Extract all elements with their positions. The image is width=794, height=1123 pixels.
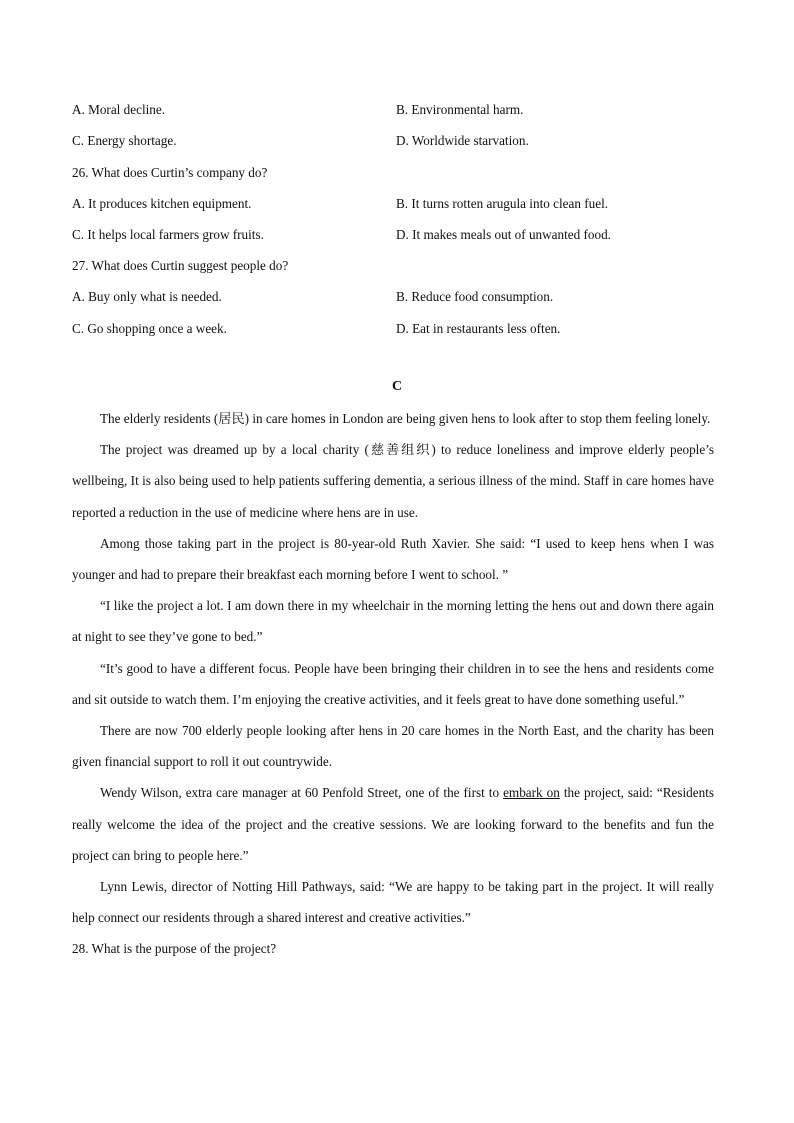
q25-options-row-1 bbox=[72, 100, 722, 120]
q26-option-b: B. It turns rotten arugula into clean fuel. bbox=[396, 196, 609, 211]
section-c-passage bbox=[72, 403, 714, 965]
passage-paragraph-4: “I like the project a lot. I am down there in my wheelchair in the morning letting the hens out and down there again at night to see they’ve gone to bed.” bbox=[72, 598, 714, 645]
q26-option-d: D. It makes meals out of unwanted food. bbox=[396, 227, 611, 242]
q26-options-row-2 bbox=[72, 225, 722, 245]
passage-paragraph-1: The elderly residents (居民) in care homes in London are being given hens to look after to stop them feeling lonely. bbox=[100, 411, 711, 426]
q26-option-a: A. It produces kitchen equipment. bbox=[72, 196, 252, 211]
q27-option-d: D. Eat in restaurants less often. bbox=[396, 321, 561, 336]
q25-option-a: A. Moral decline. bbox=[72, 102, 166, 117]
passage-paragraph-6: There are now 700 elderly people looking after hens in 20 care homes in the North East, and the charity has been given financial support to roll it out countrywide. bbox=[72, 723, 714, 770]
q27-option-b: B. Reduce food consumption. bbox=[396, 289, 554, 304]
underlined-phrase: embark on bbox=[503, 785, 560, 801]
paragraph-7-text-after: the project, said: “Residents really welcome the idea of the project and the creative sessions. We are looking forward to the benefits and fun the project can bring to people here.” bbox=[72, 785, 714, 863]
q25-option-c: C. Energy shortage. bbox=[72, 133, 177, 148]
passage-paragraph-2: The project was dreamed up by a local charity (慈善组织) to reduce loneliness and improve elderly people’s wellbeing, It is also being used to help patients suffering dementia, a serious illness of the mind. Staff in care homes have reported a reduction in the use of medicine where hens are in use. bbox=[72, 442, 714, 520]
section-c-heading: C bbox=[391, 379, 403, 394]
q25-options-row-2 bbox=[72, 131, 722, 151]
passage-paragraph-7 bbox=[72, 777, 714, 871]
q26-options-row-1 bbox=[72, 194, 722, 214]
passage-paragraph-8: Lynn Lewis, director of Notting Hill Pathways, said: “We are happy to be taking part in the project. It will really help connect our residents through a shared interest and creative activities.” bbox=[72, 879, 714, 926]
q25-option-b: B. Environmental harm. bbox=[396, 102, 524, 117]
q27-options-row-2 bbox=[72, 319, 722, 339]
q27-options-row-1 bbox=[72, 287, 722, 307]
q27-option-a: A. Buy only what is needed. bbox=[72, 289, 222, 304]
q26-question: 26. What does Curtin’s company do? bbox=[72, 165, 268, 180]
paragraph-7-text-before: Wendy Wilson, extra care manager at 60 Penfold Street, one of the first to bbox=[100, 785, 504, 801]
passage-paragraph-5: “It’s good to have a different focus. People have been bringing their children in to see the hens and residents come and sit outside to watch them. I’m enjoying the creative activities, and it feels great to have done something useful.” bbox=[72, 660, 714, 707]
passage-paragraph-3: Among those taking part in the project is 80-year-old Ruth Xavier. She said: “I used to keep hens when I was younger and had to prepare their breakfast each morning before I went to school. ” bbox=[72, 535, 714, 583]
q27-option-c: C. Go shopping once a week. bbox=[72, 321, 227, 336]
q25-option-d: D. Worldwide starvation. bbox=[396, 133, 529, 148]
q27-question: 27. What does Curtin suggest people do? bbox=[72, 258, 289, 273]
q28-question: 28. What is the purpose of the project? bbox=[72, 941, 277, 957]
q26-option-c: C. It helps local farmers grow fruits. bbox=[72, 227, 264, 242]
